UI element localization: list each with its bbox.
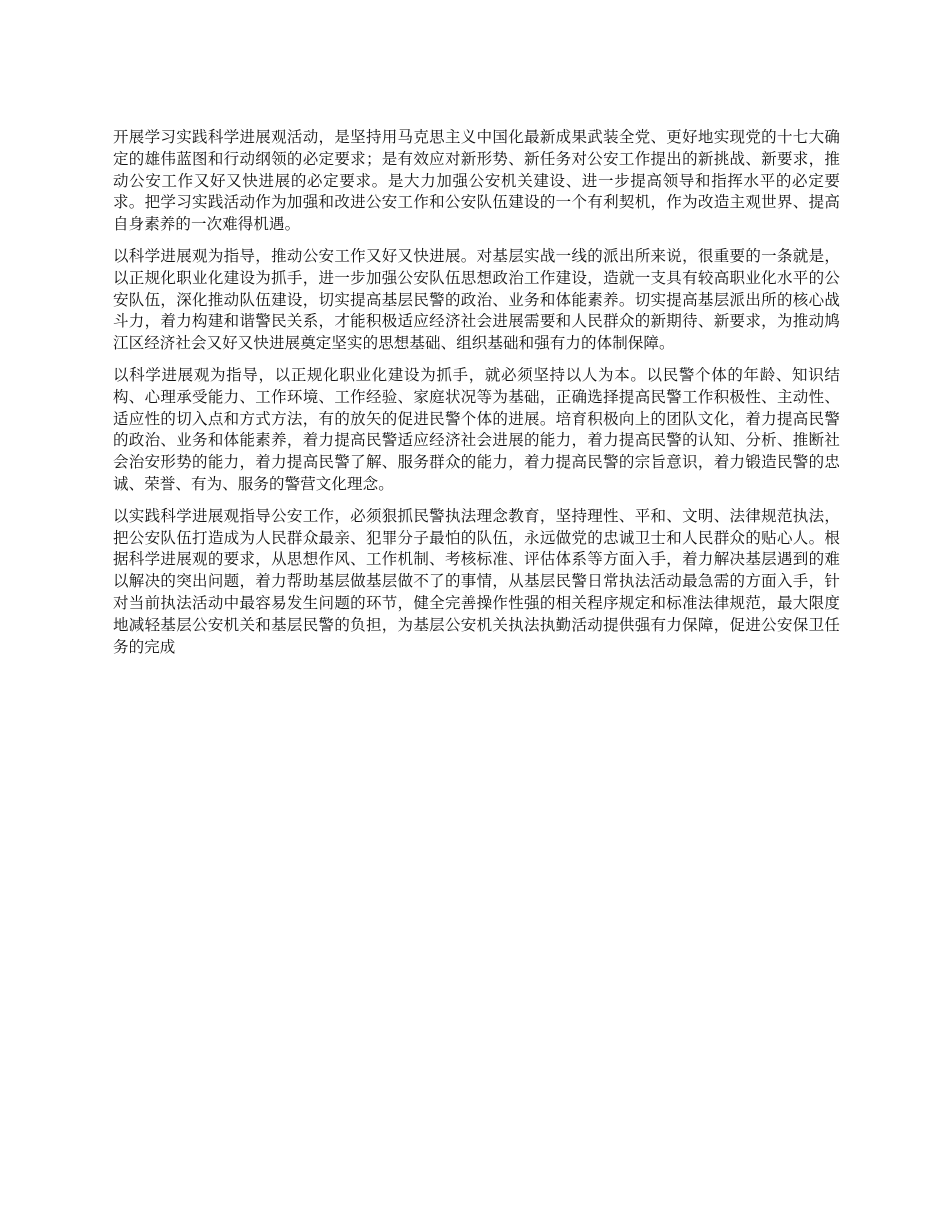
paragraph-1: 开展学习实践科学进展观活动，是坚持用马克思主义中国化最新成果武装全党、更好地实现党的十七大确定的雄伟蓝图和行动纲领的必定要求；是有效应对新形势、新任务对公安工作提出的新挑战、新要求，推动公安工作又好又快进展的必定要求。是大力加强公安机关建设、进一步提高领导和指挥水平的必定要求。把学习实践活动作为加强和改进公安工作和公安队伍建设的一个有利契机，作为改造主观世界、提高自身素养的一次难得机遇。 xyxy=(113,128,840,234)
document-body xyxy=(113,127,840,668)
paragraph-2: 以科学进展观为指导，推动公安工作又好又快进展。对基层实战一线的派出所来说，很重要的一条就是，以正规化职业化建设为抓手，进一步加强公安队伍思想政治工作建设，造就一支具有较高职业化水平的公安队伍，深化推动队伍建设，切实提高基层民警的政治、业务和体能素养。切实提高基层派出所的核心战斗力，着力构建和谐警民关系，才能积极适应经济社会进展需要和人民群众的新期待、新要求，为推动鸠江区经济社会又好又快进展奠定坚实的思想基础、组织基础和强有力的体制保障。 xyxy=(113,246,840,353)
paragraph-4: 以实践科学进展观指导公安工作，必须狠抓民警执法理念教育，坚持理性、平和、文明、法律规范执法，把公安队伍打造成为人民群众最亲、犯罪分子最怕的队伍，永远做党的忠诚卫士和人民群众的贴心人。根据科学进展观的要求，从思想作风、工作机制、考核标准、评估体系等方面入手，着力解决基层遇到的难以解决的突出问题，着力帮助基层做基层做不了的事情，从基层民警日常执法活动最急需的方面入手，针对当前执法活动中最容易发生问题的环节，健全完善操作性强的相关程序规定和标准法律规范，最大限度地减轻基层公安机关和基层民警的负担，为基层公安机关执法执勤活动提供强有力保障，促进公安保卫任务的完成 xyxy=(113,506,840,656)
paragraph-3: 以科学进展观为指导，以正规化职业化建设为抓手，就必须坚持以人为本。以民警个体的年龄、知识结构、心理承受能力、工作环境、工作经验、家庭状况等为基础，正确选择提高民警工作积极性、主动性、适应性的切入点和方式方法，有的放矢的促进民警个体的进展。培育积极向上的团队文化，着力提高民警的政治、业务和体能素养，着力提高民警适应经济社会进展的能力，着力提高民警的认知、分析、推断社会治安形势的能力，着力提高民警了解、服务群众的能力，着力提高民警的宗旨意识，着力锻造民警的忠诚、荣誉、有为、服务的警营文化理念。 xyxy=(113,365,840,493)
